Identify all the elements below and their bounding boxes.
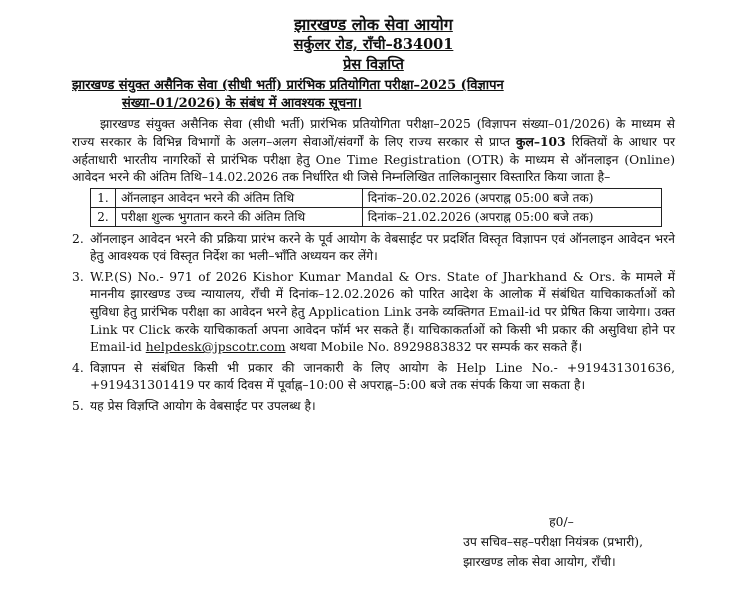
vacancy-count: कुल–103	[516, 134, 566, 150]
instructions-list	[72, 231, 675, 416]
item-text: W.P.(S) No.- 971 of 2026 Kishor Kumar Mandal & Ors. State of Jharkhand & Ors. के मामले में माननीय झारखण्ड उच्च न्यायालय, राँची में दिनांक–12.02.2026 को पारित आदेश के आलोक में संबंधित याचिकाकर्ताओं को सुविधा हेतु प्रारंभिक परीक्षा का आवेदन भरने हेतु Application Link उनके व्यक्तिगत Email-id पर प्रेषित किया जायेगा। उक्त Link पर Click करके याचिकाकर्ता अपना आवेदन फॉर्म भर सकते हैं। याचिकाकर्ताओं को किसी भी प्रकार की असुविधा होने पर Email-id	[90, 269, 675, 355]
list-item	[72, 231, 675, 266]
notice-type: प्रेस विज्ञप्ति	[343, 56, 404, 73]
intro-text-2: रिक्तियों के आधार पर अर्हताधारी भारतीय नागरिकों से प्रारंभिक परीक्षा हेतु One Time Registration (OTR) के माध्यम से ऑनलाइन (Online) आवेदन भरने की अंतिम तिथि–14.02.2026 तक निर्धारित थी जिसे निम्नलिखित तालिकानुसार विस्तारित किया जाता है–	[72, 135, 675, 185]
item-text-cont: अथवा Mobile No. 8929883832 पर सम्पर्क कर सकते हैं।	[285, 340, 583, 355]
list-item	[72, 398, 675, 416]
row-label: परीक्षा शुल्क भुगतान करने की अंतिम तिथि	[116, 207, 363, 226]
item-text: ऑनलाइन आवेदन भरने की प्रक्रिया प्रारंभ करने के पूर्व आयोग के वेबसाईट पर प्रदर्शित विस्तृत विज्ञापन एवं ऑनलाइन आवेदन भरने हेतु आवश्यक एवं विस्तृत निर्देश का भली–भाँति अध्ययन कर लेंगे।	[90, 231, 675, 264]
list-item	[72, 269, 675, 357]
row-date: दिनांक–20.02.2026 (अपराह्न 05:00 बजे तक)	[362, 188, 661, 207]
subject-line-2: संख्या–01/2026) के संबंध में आवश्यक सूचना।	[122, 96, 362, 111]
item-number: 2.	[72, 231, 84, 246]
helpdesk-email-link[interactable]: helpdesk@jpscotr.com	[145, 340, 286, 355]
row-date: दिनांक–21.02.2026 (अपराह्न 05:00 बजे तक)	[362, 207, 661, 226]
table-row	[91, 188, 662, 207]
item-number: 5.	[72, 398, 84, 413]
item-number: 4.	[72, 360, 84, 375]
signatory-org: झारखण्ड लोक सेवा आयोग, राँची।	[463, 555, 616, 569]
item-number: 3.	[72, 269, 84, 284]
subject-line-1: झारखण्ड संयुक्त असैनिक सेवा (सीधी भर्ती) प्रारंभिक प्रतियोगिता परीक्षा–2025 (विज्ञापन	[72, 78, 504, 93]
signature-mark: ह0/–	[549, 515, 574, 529]
row-number: 2.	[91, 207, 116, 226]
intro-text-1: झारखण्ड संयुक्त असैनिक सेवा (सीधी भर्ती) प्रारंभिक प्रतियोगिता परीक्षा–2025 (विज्ञापन संख्या–01/2026) के माध्यम से राज्य सरकार के विभिन्न विभागों के अलग–अलग सेवाओं/संवर्गों के लिए राज्य सरकार से प्राप्त	[72, 117, 675, 150]
list-item	[72, 360, 675, 395]
signatory-designation: उप सचिव–सह–परीक्षा नियंत्रक (प्रभारी),	[463, 535, 643, 549]
notice-subject	[72, 77, 675, 113]
intro-paragraph	[72, 116, 675, 187]
org-title: झारखण्ड लोक सेवा आयोग	[294, 15, 453, 34]
org-address: सर्कुलर रोड, राँची–834001	[293, 36, 454, 53]
table-row	[91, 207, 662, 226]
row-number: 1.	[91, 188, 116, 207]
row-label: ऑनलाइन आवेदन भरने की अंतिम तिथि	[116, 188, 363, 207]
item-text: यह प्रेस विज्ञप्ति आयोग के वेबसाईट पर उपलब्ध है।	[90, 398, 316, 413]
signature-block	[463, 512, 643, 572]
item-text: विज्ञापन से संबंधित किसी भी प्रकार की जानकारी के लिए आयोग के Help Line No.- +919431301636, +919431301419 पर कार्य दिवस में पूर्वाह्न–10:00 से अपराह्न–5:00 बजे तक संपर्क किया जा सकता है।	[90, 360, 675, 393]
dates-table	[90, 188, 662, 227]
